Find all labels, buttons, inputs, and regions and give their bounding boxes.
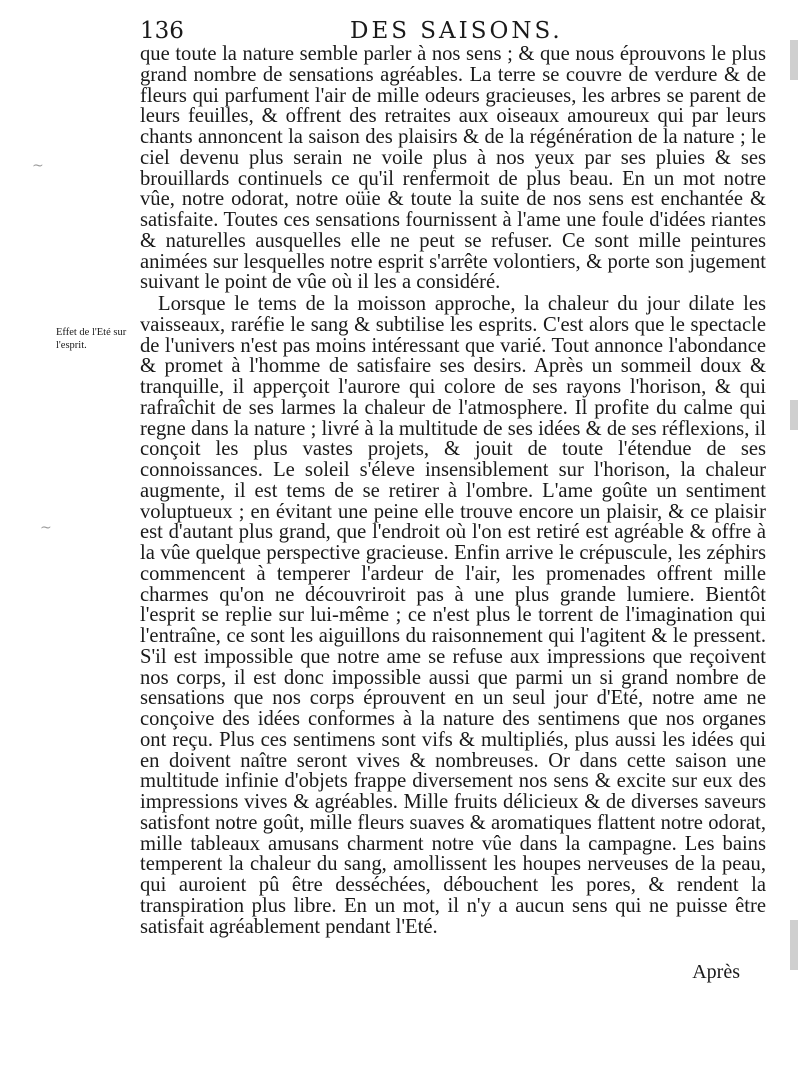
paragraph-2: Lorsque le tems de la moisson approche, la chaleur du jour dilate les vaisseaux, raréfie le sang & subtilise les esprits. C'est alors que le spectacle de l'univers n'est pas moins intéressant que varié. Tout annonce l'abondance & promet à l'homme de satisfaire ses desirs. Après un sommeil doux & tranquille, il apperçoit l'aurore qui colore de ses rayons l'horison, & qui rafraîchit de ses larmes la chaleur de l'atmosphere. Il profite du calme qui regne dans la nature ; livré à la multitude de ses idées & de ses réflexions, il conçoit les plus vastes projets, & jouit de toute l'étendue de ses connoissances. Le soleil s'éleve insensiblement sur l'horison, la chaleur augmente, il est tems de se retirer à l'ombre. L'ame goûte un sentiment voluptueux ; en évitant une peine elle trouve encore un plaisir, & ce plaisir est d'autant plus grand, que l'endroit où l'on est retiré est agréable & offre à la vûe quelque perspective gracieuse. Enfin arrive le crépuscule, les zéphirs commencent à temperer l'ardeur de l'air, les promenades offrent mille charmes qu'on ne découvriroit pas à une plus grande lumiere. Bientôt l'esprit se replie sur lui-même ; ce n'est plus le torrent de l'imagination qui l'entraîne, ce sont les aiguillons du raisonnement qui l'agitent & le pressent. S'il est impossible que notre ame se refuse aux impressions que reçoivent nos corps, il est donc impossible aussi que parmi un si grand nombre de sensations que nos corps éprouvent en un seul jour d'Eté, notre ame ne conçoive des idées conformes à la nature des sentimens que nos organes ont reçu. Plus ces sentimens sont vifs & multipliés, plus aussi les idées qui en doivent naître seront vives & nombreuses. Or dans cette saison une multitude infinie d'objets frappe diversement nos sens & excite sur eux des impressions vives & agréables. Mille fruits délicieux & de diverses saveurs satisfont notre goût, mille fleurs suaves & aromatiques flattent notre odorat, mille tableaux amusans charment notre vûe dans la campagne. Les bains temperent la chaleur du sang, amollissent les houpes nerveuses de la peau, qui auroient pû être desséchées, débouchent les pores, & rendent la transpiration plus libre. En un mot, il n'y a aucun sens qui ne puisse être satisfait agréablement pendant l'Eté. [140, 293, 766, 938]
catchword: Après [692, 961, 740, 983]
stray-ink-mark: ~ [40, 520, 52, 536]
paragraph-1: que toute la nature semble parler à nos sens ; & que nous éprouvons le plus grand nombre de sensations agréables. La terre se couvre de verdure & de fleurs qui parfument l'air de mille odeurs gracieuses, les arbres se parent de leurs feuilles, & offrent des retraites aux oiseaux amoureux qui par leurs chants annoncent la saison des plaisirs & de la régénération de la nature ; le ciel devenu plus serain ne voile plus à nos yeux par ses pluies & ses brouillards continuels ce qu'il renfermoit de plus beau. En un mot notre vûe, notre odorat, notre oüie & toute la suite de nos sens est enchantée & satisfaite. Toutes ces sensations fournissent à l'ame une foule d'idées riantes & naturelles ausquelles elle ne peut se refuser. Ce sont mille peintures animées sur lesquelles notre esprit s'arrête volontiers, & porte son jugement suivant le point de vûe où il les a considéré. [140, 43, 766, 294]
marginal-note: Effet de l'Eté sur l'esprit. [56, 327, 127, 351]
page-number: 136 [140, 18, 184, 44]
page-edge-shadow [790, 400, 798, 430]
page-edge-shadow [790, 40, 798, 80]
body-text [140, 44, 766, 937]
running-title: DES SAISONS. [350, 18, 563, 44]
running-head [140, 16, 760, 46]
stray-ink-mark: ~ [32, 158, 44, 174]
page-edge-shadow [790, 920, 798, 970]
